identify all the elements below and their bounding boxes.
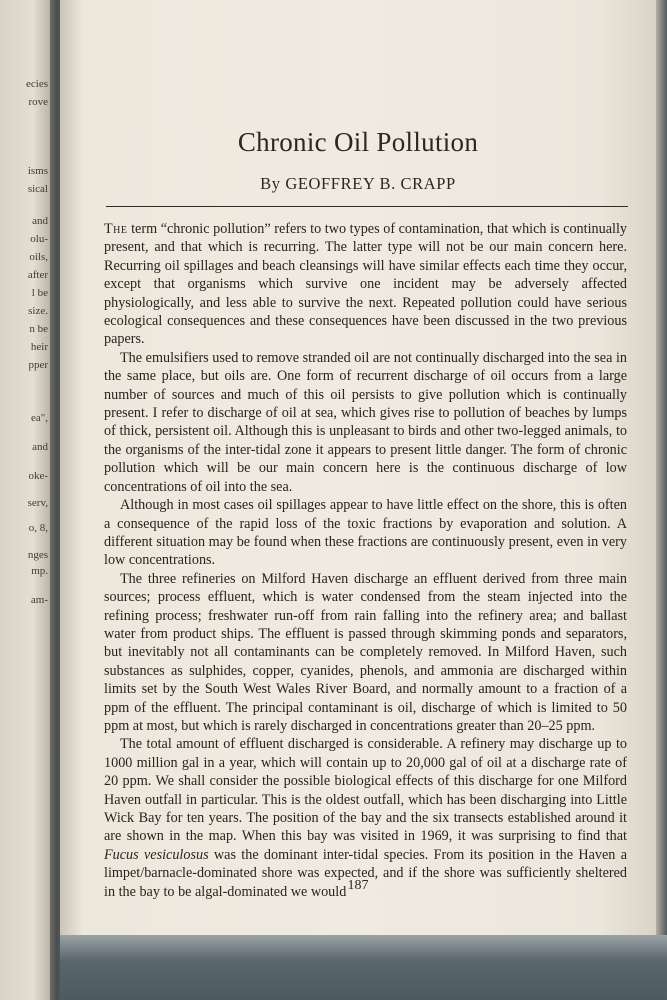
facing-page-fragment: after xyxy=(27,269,48,281)
article-title: Chronic Oil Pollution xyxy=(237,127,479,157)
article-body xyxy=(104,220,627,901)
paragraph: The three refineries on Milford Haven discharge an effluent derived from three main sources; process effluent, which is water condensed from the steam injected into the refining process; freshwater run-off from rain falling into the refinery area; and ballast water from product ships. The effluent is passed through skimming ponds and separators, but inevitably not all contaminants can be completely removed. In Milford Haven, such substances as sulphides, copper, cyanides, phenols, and ammonia are discharged within limits set by the South West Wales River Board, and normally amount to a fraction of a ppm of the effluent. The principal contaminant is oil, discharge of which is limited to 50 ppm at most, but which is rarely discharged in concentrations greater than 20–25 ppm. xyxy=(104,570,627,734)
page-number: 187 xyxy=(347,878,369,893)
book-cover-bottom xyxy=(60,935,667,1000)
paragraph-text: was the dominant inter-tidal species. From its position in the Haven a limpet/barnacle-dominated shore was expected, and if the shore was sufficiently sheltered in the bay to be algal-dominated we would xyxy=(104,846,627,900)
facing-page-fragment: oils, xyxy=(29,251,48,263)
facing-page-fragment: heir xyxy=(30,341,48,353)
facing-page-fragment: olu- xyxy=(30,233,48,245)
facing-page-fragment: mp. xyxy=(31,565,48,577)
facing-page-fragment: ea", xyxy=(30,412,48,424)
facing-page-fragment: rove xyxy=(28,96,48,108)
facing-page-edge xyxy=(0,0,56,1000)
species-name: Fucus vesiculosus xyxy=(104,846,209,863)
facing-page-fragment: and xyxy=(32,441,48,453)
paragraph xyxy=(104,735,627,901)
facing-page-fragment: l be xyxy=(31,287,48,299)
facing-page-fragment: pper xyxy=(28,359,48,371)
book-page xyxy=(60,0,656,1000)
facing-page-fragment: serv, xyxy=(27,497,48,509)
paragraph xyxy=(104,220,627,349)
paragraph-text: term “chronic pollution” refers to two types of contamination, that which is continually present, and that which is recurring. The latter type will not be our main concern here. Recurring oil spillages and beach cleansings will have similar effects each time they occur, except that organisms which survive one incident may be adversely affected physiologically, and less able to survive the next. Repeated pollution could have serious ecological consequences and these consequences have been discussed in the two previous papers. xyxy=(104,221,627,348)
facing-page-fragment: am- xyxy=(30,594,48,606)
book-cover-edge xyxy=(656,0,667,1000)
facing-page-fragment: ecies xyxy=(26,78,48,90)
facing-page-fragment: sical xyxy=(27,183,48,195)
facing-page-fragment: n be xyxy=(29,323,48,335)
facing-page-fragment: size. xyxy=(28,305,48,317)
paragraph: The emulsifiers used to remove stranded oil are not continually discharged into the sea in the same place, but oils are. One form of recurrent discharge of oil occurs from a large number of sources and much of this oil persists to give pollution which is continually present. I refer to discharge of oil at sea, which gives rise to pollution of beaches by lumps of thick, persistent oil. Although this is unpleasant to birds and other two-legged animals, to the organisms of the inter-tidal zone it appears to present little danger. The form of chronic pollution which will be our main concern here is the continuous discharge of low concentrations of oil into the sea. xyxy=(104,349,627,495)
paragraph: Although in most cases oil spillages appear to have little effect on the shore, this is often a consequence of the rapid loss of the toxic fractions by evaporation and solution. A different situation may be found when these fractions are continuously present, even in very low concentrations. xyxy=(104,497,627,569)
article-byline: By GEOFFREY B. CRAPP xyxy=(260,174,456,193)
facing-page-fragment: oke- xyxy=(28,470,48,482)
title-rule xyxy=(106,206,628,207)
facing-page-fragment: nges xyxy=(27,549,48,561)
facing-page-fragment: isms xyxy=(27,165,48,177)
facing-page-fragment: o, 8, xyxy=(28,522,48,534)
dropcap-word: The xyxy=(104,221,128,237)
paragraph-text: The total amount of effluent discharged is considerable. A refinery may discharge up to 1000 million gal in a year, which will contain up to 20,000 gal of oil at a discharge rate of 20 ppm. We shall consider the possible biological effects of this discharge for one Milford Haven outfall in particular. This is the oldest outfall, which has been discharging into Little Wick Bay for ten years. The position of the bay and the six transects established around it are shown in the map. When this bay was visited in 1969, it was surprising to find that xyxy=(104,736,627,845)
facing-page-fragment: and xyxy=(32,215,48,227)
